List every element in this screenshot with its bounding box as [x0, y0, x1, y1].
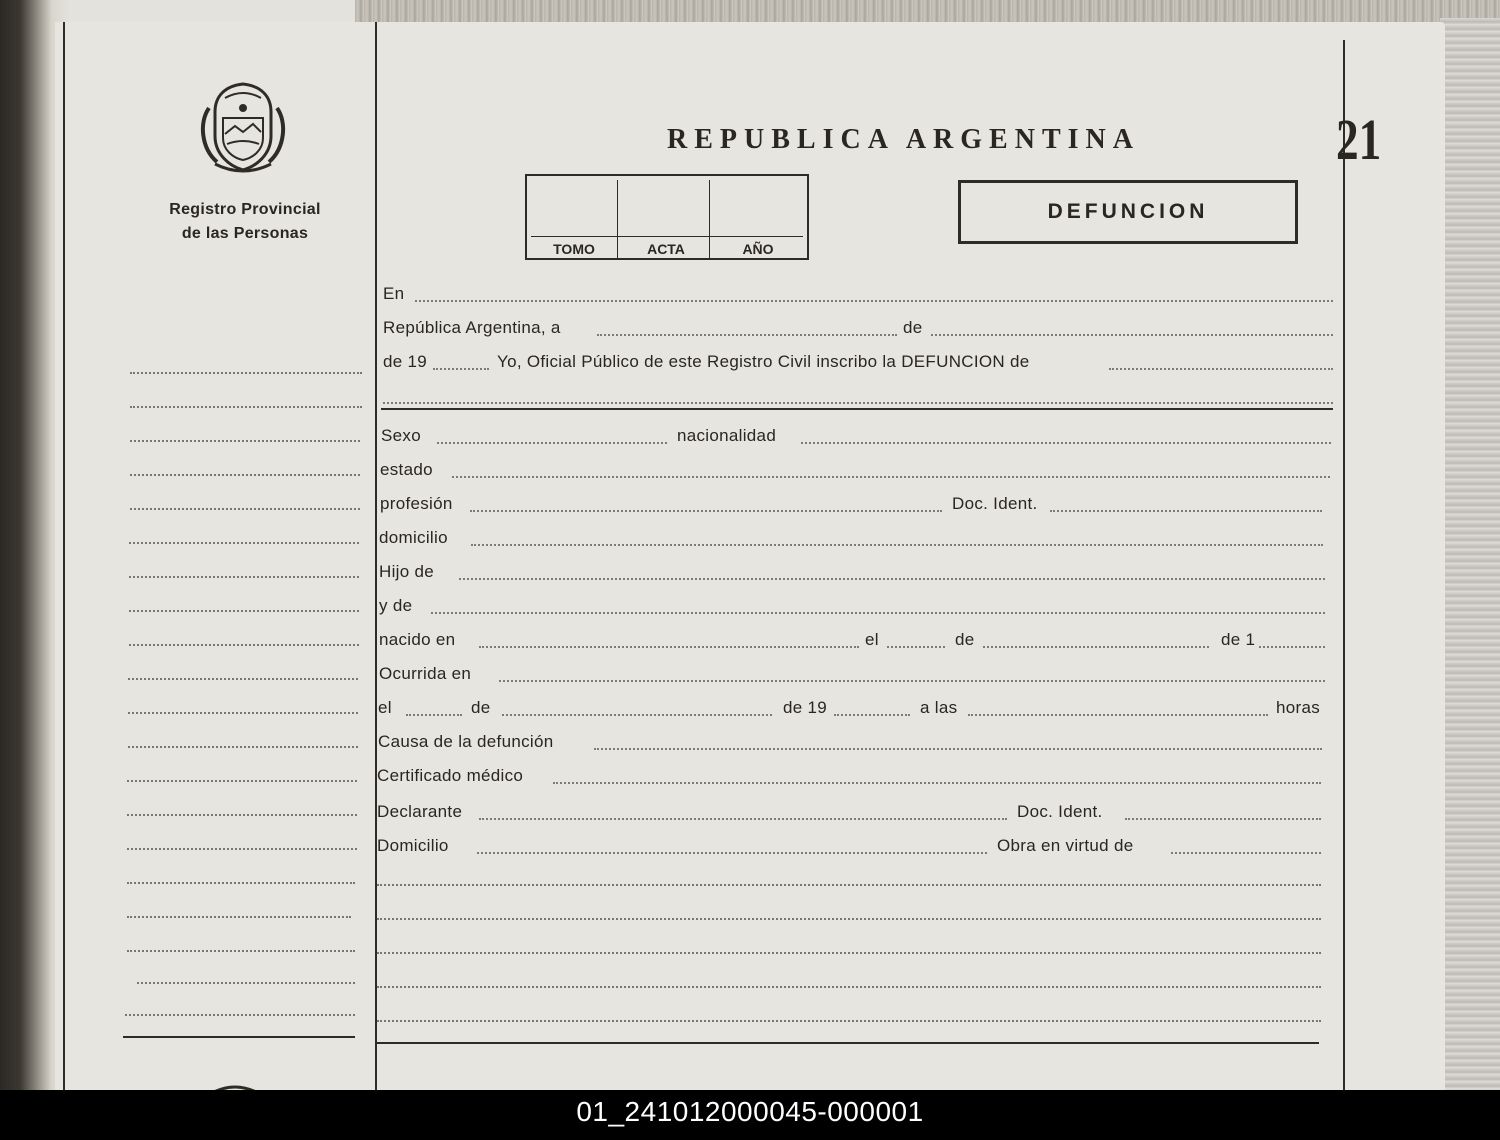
label-profesion: profesión [380, 494, 453, 513]
label-nacionalidad: nacionalidad [677, 426, 777, 445]
page-title: REPUBLICA ARGENTINA [667, 124, 1140, 155]
form-bottom-rule [375, 1042, 1319, 1044]
field-estado[interactable] [452, 476, 1330, 478]
stub-dotted-line [130, 474, 360, 476]
label-horas: horas [1276, 698, 1321, 717]
field-profesion[interactable] [470, 510, 942, 512]
record-type-box: DEFUNCION [958, 180, 1298, 244]
label-obra: Obra en virtud de [997, 836, 1134, 855]
stub-dotted-line [129, 644, 359, 646]
row-certificado [377, 762, 1321, 788]
label-sexo: Sexo [381, 426, 421, 445]
field-lugar-defuncion[interactable] [499, 680, 1325, 682]
row-sexo [381, 422, 1331, 448]
field-domicilio-declarante[interactable] [477, 852, 987, 854]
stub-dotted-line [129, 576, 359, 578]
stub-dotted-line [128, 712, 358, 714]
stub-dotted-line [127, 882, 355, 884]
stub-dotted-line [129, 542, 359, 544]
label-domicilio: domicilio [379, 528, 448, 547]
section-rule [381, 408, 1333, 410]
stub-dotted-line [130, 406, 362, 408]
notes-line[interactable] [377, 884, 1321, 886]
field-mes-defuncion[interactable] [502, 714, 772, 716]
stub-dotted-line [130, 372, 362, 374]
label-doc-ident: Doc. Ident. [952, 494, 1038, 513]
notes-line[interactable] [377, 952, 1321, 954]
field-hora[interactable] [968, 714, 1268, 716]
label-republica: República Argentina, a [383, 318, 561, 337]
label-causa: Causa de la defunción [378, 732, 554, 751]
label-nacido-en: nacido en [379, 630, 456, 649]
field-doc-ident[interactable] [1050, 510, 1322, 512]
row-nombre-cont [383, 382, 1333, 408]
field-madre[interactable] [431, 612, 1325, 614]
stub-dotted-line [128, 746, 358, 748]
stub-dotted-line [128, 678, 358, 680]
row-declarante [377, 798, 1321, 824]
row-hijo-de [379, 558, 1325, 584]
stub-dotted-line [127, 916, 351, 918]
label-de19: de 19 [383, 352, 428, 371]
stub-dotted-line [130, 508, 360, 510]
row-fecha-defuncion [378, 694, 1324, 720]
stub-dotted-line [125, 1014, 355, 1016]
provincial-emblem-icon [195, 78, 291, 178]
tomo-label: TOMO [553, 241, 595, 257]
label-ocurrida-en: Ocurrida en [379, 664, 472, 683]
field-anio-nacimiento[interactable] [1259, 646, 1325, 648]
label-en: En [383, 284, 405, 303]
notes-line[interactable] [377, 918, 1321, 920]
form-page [55, 22, 1445, 1090]
page-left-rule [63, 22, 65, 1090]
field-difunto-nombre-cont[interactable] [383, 402, 1333, 404]
image-caption: 01_241012000045-000001 [0, 1090, 1500, 1140]
stub-dotted-line [127, 848, 357, 850]
label-de-nac: de [955, 630, 975, 649]
provincial-emblem-bottom-icon [195, 1074, 275, 1090]
page-edges-right [1440, 18, 1500, 1090]
label-doc-ident-decl: Doc. Ident. [1017, 802, 1103, 821]
label-de: de [903, 318, 923, 337]
row-inscripcion [383, 348, 1333, 374]
row-nacido [379, 626, 1325, 652]
page-number: 21 [1336, 107, 1382, 172]
row-causa [378, 728, 1322, 754]
label-yo: Yo, Oficial Público de este Registro Civil inscribo la DEFUNCION de [497, 352, 1030, 371]
registry-name-line1: Registro Provincial [169, 201, 321, 218]
registry-name-line2: de las Personas [181, 225, 309, 242]
row-domicilio [379, 524, 1323, 550]
stub-dotted-line [127, 814, 357, 816]
stub-dotted-line [127, 950, 355, 952]
field-mes-nacimiento[interactable] [983, 646, 1209, 648]
label-de19-def: de 19 [783, 698, 828, 717]
stub-dotted-line [137, 982, 355, 984]
label-el: el [865, 630, 879, 649]
field-anio[interactable] [433, 368, 489, 370]
field-padre[interactable] [459, 578, 1325, 580]
field-dia[interactable] [597, 334, 897, 336]
field-dia-defuncion[interactable] [406, 714, 462, 716]
label-declarante: Declarante [377, 802, 463, 821]
row-profesion [380, 490, 1322, 516]
field-doc-ident-declarante[interactable] [1125, 818, 1321, 820]
row-domicilio-decl [377, 832, 1321, 858]
field-en[interactable] [415, 300, 1333, 302]
row-y-de [379, 592, 1325, 618]
field-domicilio[interactable] [471, 544, 1323, 546]
label-el-def: el [378, 698, 392, 717]
acta-label: ACTA [647, 241, 685, 257]
stub-dotted-line [129, 610, 359, 612]
row-en [383, 280, 1333, 306]
label-domicilio-decl: Domicilio [377, 836, 449, 855]
stub-column [55, 22, 375, 1090]
label-y-de: y de [379, 596, 413, 615]
field-difunto-nombre[interactable] [1109, 368, 1333, 370]
row-fecha [383, 314, 1333, 340]
page-right-rule [1343, 40, 1345, 1090]
label-hijo-de: Hijo de [379, 562, 435, 581]
row-estado [380, 456, 1330, 482]
row-ocurrida [379, 660, 1325, 686]
anio-label: AÑO [742, 241, 774, 257]
field-certificado[interactable] [553, 782, 1321, 784]
field-causa[interactable] [594, 748, 1322, 750]
field-sexo[interactable] [437, 442, 667, 444]
registry-name [125, 198, 365, 246]
registry-number-box [525, 174, 809, 260]
notes-line[interactable] [377, 1020, 1321, 1022]
notes-line[interactable] [377, 986, 1321, 988]
stub-bottom-rule [123, 1036, 355, 1038]
field-lugar-nacimiento[interactable] [479, 646, 859, 648]
label-de1: de 1 [1221, 630, 1256, 649]
box-label-rule [531, 236, 803, 237]
stub-dotted-line [130, 440, 360, 442]
label-de-def: de [471, 698, 491, 717]
field-nacionalidad[interactable] [801, 442, 1331, 444]
stub-separator [375, 22, 377, 1090]
stub-dotted-line [127, 780, 357, 782]
field-anio-defuncion[interactable] [834, 714, 910, 716]
label-certificado: Certificado médico [377, 766, 524, 785]
field-obra[interactable] [1171, 852, 1321, 854]
label-a-las: a las [920, 698, 958, 717]
label-estado: estado [380, 460, 433, 479]
field-mes[interactable] [931, 334, 1333, 336]
field-declarante[interactable] [479, 818, 1007, 820]
field-dia-nacimiento[interactable] [887, 646, 945, 648]
